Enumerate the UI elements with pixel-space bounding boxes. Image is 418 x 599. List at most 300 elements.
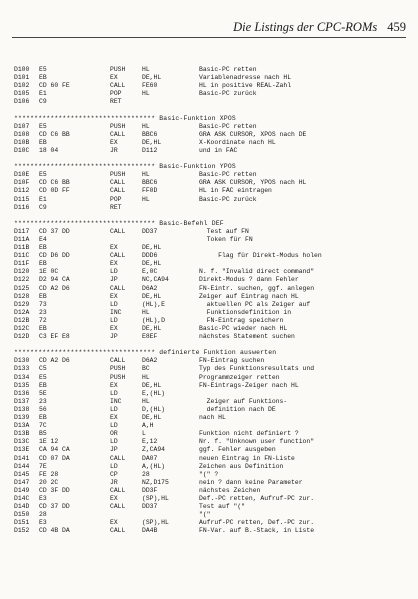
listing-line xyxy=(14,123,409,131)
address: D116 xyxy=(14,203,30,211)
comment: "(" ? xyxy=(199,470,219,478)
comment: Basic-PC retten xyxy=(199,171,257,179)
operand: Z,CA94 xyxy=(142,446,166,454)
comment: FN-Eintrag speichern xyxy=(199,316,284,324)
hex-bytes: EB xyxy=(39,414,47,422)
hex-bytes: CD 0D FF xyxy=(39,187,70,195)
comment: FN-Eintr. suchen, ggf. anlegen xyxy=(199,284,315,292)
address: D136 xyxy=(14,389,30,397)
operand: E,(HL) xyxy=(142,389,166,397)
mnemonic: LD xyxy=(110,405,118,413)
address: D122 xyxy=(14,276,30,284)
hex-bytes: C9 xyxy=(39,203,47,211)
listing-line xyxy=(14,455,409,463)
operand: (SP),HL xyxy=(142,494,169,502)
address: D11C xyxy=(14,252,30,260)
address: D135 xyxy=(14,381,30,389)
mnemonic: CALL xyxy=(110,503,126,511)
listing-line xyxy=(14,236,409,244)
comment: nächstes Zeichen xyxy=(199,486,261,494)
listing-line xyxy=(14,357,409,365)
hex-bytes: 28 xyxy=(39,511,47,519)
mnemonic: EX xyxy=(110,260,118,268)
address: D134 xyxy=(14,373,30,381)
hex-bytes: CD 3F DD xyxy=(39,486,70,494)
address: D100 xyxy=(14,66,30,73)
address: D13E xyxy=(14,446,30,454)
mnemonic: PUSH xyxy=(110,122,126,130)
block-gap xyxy=(14,106,409,114)
address: D13A xyxy=(14,422,30,430)
listing-line xyxy=(14,90,409,98)
comment: GRA ASK CURSOR, XPOS nach DE xyxy=(199,130,307,138)
address: D10F xyxy=(14,179,30,187)
listing-line xyxy=(14,139,409,147)
comment: nein ? dann keine Parameter xyxy=(199,478,303,486)
mnemonic: LD xyxy=(110,462,118,470)
hex-bytes: EB xyxy=(39,381,47,389)
address: D141 xyxy=(14,454,30,462)
hex-bytes: E1 xyxy=(39,195,47,203)
mnemonic: CALL xyxy=(110,130,126,138)
hex-bytes: CD 07 DA xyxy=(39,454,70,462)
mnemonic: POP xyxy=(110,195,122,203)
mnemonic: RET xyxy=(110,98,122,106)
address: D138 xyxy=(14,405,30,413)
listing-line xyxy=(14,252,409,260)
operand: DDD6 xyxy=(142,252,158,260)
mnemonic: LD xyxy=(110,389,118,397)
hex-bytes: EB xyxy=(39,260,47,268)
address: D105 xyxy=(14,90,30,98)
operand: A,(HL) xyxy=(142,462,166,470)
address: D152 xyxy=(14,527,30,535)
hex-bytes: EB xyxy=(39,74,47,82)
comment: Token für FN xyxy=(199,235,253,243)
listing-line xyxy=(14,260,409,268)
listing-line xyxy=(14,285,409,293)
hex-bytes: E4 xyxy=(39,235,47,243)
hex-bytes: CD C6 BB xyxy=(39,179,70,187)
address: D13B xyxy=(14,430,30,438)
hex-bytes: 23 xyxy=(39,397,47,405)
hex-bytes: B5 xyxy=(39,430,47,438)
operand: DD37 xyxy=(142,503,158,511)
mnemonic: CALL xyxy=(110,82,126,90)
address: D14C xyxy=(14,494,30,502)
operand: 28 xyxy=(142,470,150,478)
comment: Zeichen aus Definition xyxy=(199,462,284,470)
listing-line xyxy=(14,479,409,487)
listing-line xyxy=(14,390,409,398)
listing-line xyxy=(14,293,409,301)
operand: NZ,D175 xyxy=(142,478,169,486)
address: D101 xyxy=(14,74,30,82)
operand: E8EF xyxy=(142,333,158,341)
listing-line xyxy=(14,414,409,422)
mnemonic: CALL xyxy=(110,357,126,365)
listing-line xyxy=(14,503,409,511)
hex-bytes: E3 xyxy=(39,494,47,502)
hex-bytes: C3 EF E8 xyxy=(39,333,70,341)
operand: HL xyxy=(142,66,150,73)
mnemonic: JP xyxy=(110,333,118,341)
listing-line xyxy=(14,98,409,106)
listing-line xyxy=(14,317,409,325)
address: D149 xyxy=(14,486,30,494)
block-gap xyxy=(14,155,409,163)
listing-line xyxy=(14,187,409,195)
hex-bytes: CD 4B DA xyxy=(39,527,70,535)
mnemonic: CALL xyxy=(110,187,126,195)
hex-bytes: 73 xyxy=(39,300,47,308)
mnemonic: CP xyxy=(110,470,118,478)
mnemonic: EX xyxy=(110,494,118,502)
operand: HL xyxy=(142,308,150,316)
address: D11F xyxy=(14,260,30,268)
operand: (HL),D xyxy=(142,316,166,324)
operand: BC xyxy=(142,365,150,373)
comment: FN-Eintrag suchen xyxy=(199,357,265,365)
comment: "(" xyxy=(199,511,211,519)
hex-bytes: 23 xyxy=(39,308,47,316)
operand: HL xyxy=(142,90,150,98)
mnemonic: EX xyxy=(110,74,118,82)
hex-bytes: 72 xyxy=(39,316,47,324)
operand: HL xyxy=(142,195,150,203)
mnemonic: INC xyxy=(110,397,122,405)
comment: X-Koordinate nach HL xyxy=(199,138,276,146)
comment: N. f. "Invalid direct command" xyxy=(199,268,315,276)
mnemonic: EX xyxy=(110,325,118,332)
listing-line xyxy=(14,365,409,373)
listing-line xyxy=(14,487,409,495)
mnemonic: PUSH xyxy=(110,373,126,381)
mnemonic: LD xyxy=(110,316,118,324)
comment: Basic-PC zurück xyxy=(199,195,257,203)
listing-line xyxy=(14,325,409,333)
mnemonic: EX xyxy=(110,414,118,422)
mnemonic: JR xyxy=(110,146,118,154)
operand: NC,CA94 xyxy=(142,276,169,284)
listing-line xyxy=(14,333,409,341)
hex-bytes: C9 xyxy=(39,98,47,106)
listing-line xyxy=(14,66,409,74)
mnemonic: JP xyxy=(110,276,118,284)
comment: Test auf "(" xyxy=(199,503,246,511)
hex-bytes: CD 37 DD xyxy=(39,503,70,511)
comment: FN-Var. auf B.-Stack, in Liste xyxy=(199,527,315,535)
operand: DD3F xyxy=(142,486,158,494)
mnemonic: LD xyxy=(110,422,118,430)
hex-bytes: CA 94 CA xyxy=(39,446,70,454)
comment: aktuellen PC als Zeiger auf xyxy=(199,300,311,308)
comment: Nr. f. "Unknown user function" xyxy=(199,438,315,446)
hex-bytes: CD 60 FE xyxy=(39,82,70,90)
address: D130 xyxy=(14,357,30,365)
address: D108 xyxy=(14,130,30,138)
address: D12B xyxy=(14,316,30,324)
separator-text: *********************************** definierte Funktion auswerten xyxy=(14,349,277,357)
comment: ggf. Fehler ausgeben xyxy=(199,446,276,454)
address: D10E xyxy=(14,171,30,179)
address: D144 xyxy=(14,462,30,470)
mnemonic: LD xyxy=(110,268,118,276)
address: D150 xyxy=(14,511,30,519)
address: D137 xyxy=(14,397,30,405)
hex-bytes: CD 37 DD xyxy=(39,227,70,235)
listing-line xyxy=(14,309,409,317)
comment: HL in FAC eintragen xyxy=(199,187,272,195)
hex-bytes: FE 28 xyxy=(39,470,59,478)
address: D115 xyxy=(14,195,30,203)
comment: definition nach DE xyxy=(199,405,276,413)
address: D11B xyxy=(14,244,30,252)
address: D12D xyxy=(14,333,30,341)
address: D14D xyxy=(14,503,30,511)
comment: Funktion nicht definiert ? xyxy=(199,430,299,438)
address: D125 xyxy=(14,284,30,292)
address: D120 xyxy=(14,268,30,276)
operand: D,(HL) xyxy=(142,405,166,413)
header-rule xyxy=(12,37,406,38)
mnemonic: RET xyxy=(110,203,122,211)
listing-line xyxy=(14,196,409,204)
listing-line xyxy=(14,244,409,252)
comment: Flag für Direkt-Modus holen xyxy=(199,252,322,260)
listing-line xyxy=(14,204,409,212)
listing-line xyxy=(14,374,409,382)
operand: DE,HL xyxy=(142,244,162,252)
listing-line xyxy=(14,463,409,471)
operand: DD37 xyxy=(142,227,158,235)
comment: GRA ASK CURSOR, YPOS nach HL xyxy=(199,179,307,187)
listing-line xyxy=(14,422,409,430)
operand: D6A2 xyxy=(142,357,158,365)
hex-bytes: EB xyxy=(39,325,47,332)
address: D128 xyxy=(14,292,30,300)
comment: Funktionsdefinition in xyxy=(199,308,292,316)
section-separator xyxy=(14,163,409,171)
comment: Def.-PC retten, Aufruf-PC zur. xyxy=(199,494,315,502)
hex-bytes: EB xyxy=(39,292,47,300)
operand: BBC6 xyxy=(142,130,158,138)
separator-text: *********************************** Basic-Funktion YPOS xyxy=(14,163,236,171)
page-number: 459 xyxy=(387,20,406,34)
comment: Zeiger auf Eintrag nach HL xyxy=(199,292,299,300)
listing-line xyxy=(14,398,409,406)
operand: DE,HL xyxy=(142,74,162,82)
operand: (SP),HL xyxy=(142,519,169,527)
operand: FE60 xyxy=(142,82,158,90)
listing-line xyxy=(14,438,409,446)
mnemonic: EX xyxy=(110,519,118,527)
hex-bytes: CD C6 BB xyxy=(39,130,70,138)
listing-line xyxy=(14,74,409,82)
comment: Basic-PC zurück xyxy=(199,90,257,98)
hex-bytes: E5 xyxy=(39,171,47,179)
address: D12C xyxy=(14,325,30,332)
block-gap xyxy=(14,341,409,349)
operand: DE,HL xyxy=(142,138,162,146)
listing-line xyxy=(14,519,409,527)
listing-line xyxy=(14,228,409,236)
hex-bytes: CD D6 DD xyxy=(39,252,70,260)
block-gap xyxy=(14,212,409,220)
section-separator xyxy=(14,220,409,228)
operand: L xyxy=(142,430,146,438)
listing-line xyxy=(14,446,409,454)
mnemonic: OR xyxy=(110,430,118,438)
hex-bytes: 7E xyxy=(39,462,47,470)
hex-bytes: D2 94 CA xyxy=(39,276,70,284)
listing-line xyxy=(14,382,409,390)
address: D133 xyxy=(14,365,30,373)
comment: Basic-PC retten xyxy=(199,66,257,73)
operand: HL xyxy=(142,373,150,381)
address: D10B xyxy=(14,138,30,146)
address: D151 xyxy=(14,519,30,527)
mnemonic: POP xyxy=(110,90,122,98)
separator-text: *********************************** Basic-Funktion XPOS xyxy=(14,114,236,122)
page-header xyxy=(0,20,406,35)
operand: D112 xyxy=(142,146,158,154)
address: D117 xyxy=(14,227,30,235)
address: D11A xyxy=(14,235,30,243)
comment: Basic-PC wieder nach HL xyxy=(199,325,288,332)
comment: nach HL xyxy=(199,414,226,422)
comment: Test auf FN xyxy=(199,227,249,235)
hex-bytes: 18 04 xyxy=(39,146,59,154)
operand: E,12 xyxy=(142,438,158,446)
listing-line xyxy=(14,430,409,438)
operand: (HL),E xyxy=(142,300,166,308)
listing-line xyxy=(14,82,409,90)
comment: HL in positive REAL-Zahl xyxy=(199,82,292,90)
section-separator xyxy=(14,349,409,357)
listing-line xyxy=(14,527,409,535)
hex-bytes: 1E 12 xyxy=(39,438,59,446)
hex-bytes: E5 xyxy=(39,122,47,130)
operand: A,H xyxy=(142,422,154,430)
assembly-listing xyxy=(14,66,409,535)
mnemonic: CALL xyxy=(110,284,126,292)
address: D102 xyxy=(14,82,30,90)
mnemonic: CALL xyxy=(110,252,126,260)
hex-bytes: EB xyxy=(39,244,47,252)
address: D129 xyxy=(14,300,30,308)
operand: HL xyxy=(142,171,150,179)
address: D107 xyxy=(14,122,30,130)
comment: Aufruf-PC retten, Def.-PC zur. xyxy=(199,519,315,527)
hex-bytes: E5 xyxy=(39,66,47,73)
comment: FN-Eintrags-Zeiger nach HL xyxy=(199,381,299,389)
listing-line xyxy=(14,147,409,155)
address: D145 xyxy=(14,470,30,478)
address: D13C xyxy=(14,438,30,446)
hex-bytes: E5 xyxy=(39,373,47,381)
hex-bytes: C5 xyxy=(39,365,47,373)
hex-bytes: CD A2 D6 xyxy=(39,284,70,292)
address: D12A xyxy=(14,308,30,316)
listing-line xyxy=(14,131,409,139)
mnemonic: CALL xyxy=(110,227,126,235)
comment: Typ des Funktionsresultats und xyxy=(199,365,315,373)
operand: D6A2 xyxy=(142,284,158,292)
mnemonic: LD xyxy=(110,438,118,446)
listing-line xyxy=(14,511,409,519)
comment: neuen Eintrag in FN-Liste xyxy=(199,454,295,462)
comment: Variablenadresse nach HL xyxy=(199,74,292,82)
operand: BBC6 xyxy=(142,179,158,187)
listing-line xyxy=(14,179,409,187)
operand: DA07 xyxy=(142,454,158,462)
comment: und in FAC xyxy=(199,146,238,154)
mnemonic: JR xyxy=(110,478,118,486)
address: D10C xyxy=(14,146,30,154)
comment: nächstes Statement suchen xyxy=(199,333,295,341)
mnemonic: JP xyxy=(110,446,118,454)
listing-line xyxy=(14,276,409,284)
separator-text: *********************************** Basic-Befehl DEF xyxy=(14,219,224,227)
operand: DE,HL xyxy=(142,414,162,422)
mnemonic: LD xyxy=(110,300,118,308)
operand: HL xyxy=(142,122,150,130)
listing-line xyxy=(14,301,409,309)
mnemonic: EX xyxy=(110,381,118,389)
hex-bytes: E3 xyxy=(39,519,47,527)
operand: DE,HL xyxy=(142,325,162,332)
address: D139 xyxy=(14,414,30,422)
mnemonic: INC xyxy=(110,308,122,316)
operand: E,0C xyxy=(142,268,158,276)
operand: DE,HL xyxy=(142,260,162,268)
mnemonic: CALL xyxy=(110,454,126,462)
comment: Programmzeiger retten xyxy=(199,373,280,381)
hex-bytes: 20 2C xyxy=(39,478,59,486)
hex-bytes: EB xyxy=(39,138,47,146)
operand: DA4B xyxy=(142,527,158,535)
operand: DE,HL xyxy=(142,381,162,389)
operand: DE,HL xyxy=(142,292,162,300)
mnemonic: CALL xyxy=(110,179,126,187)
mnemonic: PUSH xyxy=(110,66,126,73)
listing-line xyxy=(14,495,409,503)
address: D147 xyxy=(14,478,30,486)
listing-line xyxy=(14,268,409,276)
hex-bytes: 7C xyxy=(39,422,47,430)
mnemonic: EX xyxy=(110,292,118,300)
listing-line xyxy=(14,171,409,179)
operand: HL xyxy=(142,397,150,405)
hex-bytes: 5E xyxy=(39,389,47,397)
mnemonic: PUSH xyxy=(110,171,126,179)
hex-bytes: E1 xyxy=(39,90,47,98)
mnemonic: EX xyxy=(110,244,118,252)
running-title: Die Listings der CPC-ROMs xyxy=(233,20,378,34)
hex-bytes: CD A2 D6 xyxy=(39,357,70,365)
section-separator xyxy=(14,115,409,123)
mnemonic: EX xyxy=(110,138,118,146)
address: D106 xyxy=(14,98,30,106)
mnemonic: PUSH xyxy=(110,365,126,373)
listing-line xyxy=(14,406,409,414)
operand: FF0D xyxy=(142,187,158,195)
comment: Basic-PC retten xyxy=(199,122,257,130)
mnemonic: CALL xyxy=(110,486,126,494)
hex-bytes: 1E 0C xyxy=(39,268,59,276)
comment: Zeiger auf Funktions- xyxy=(199,397,288,405)
